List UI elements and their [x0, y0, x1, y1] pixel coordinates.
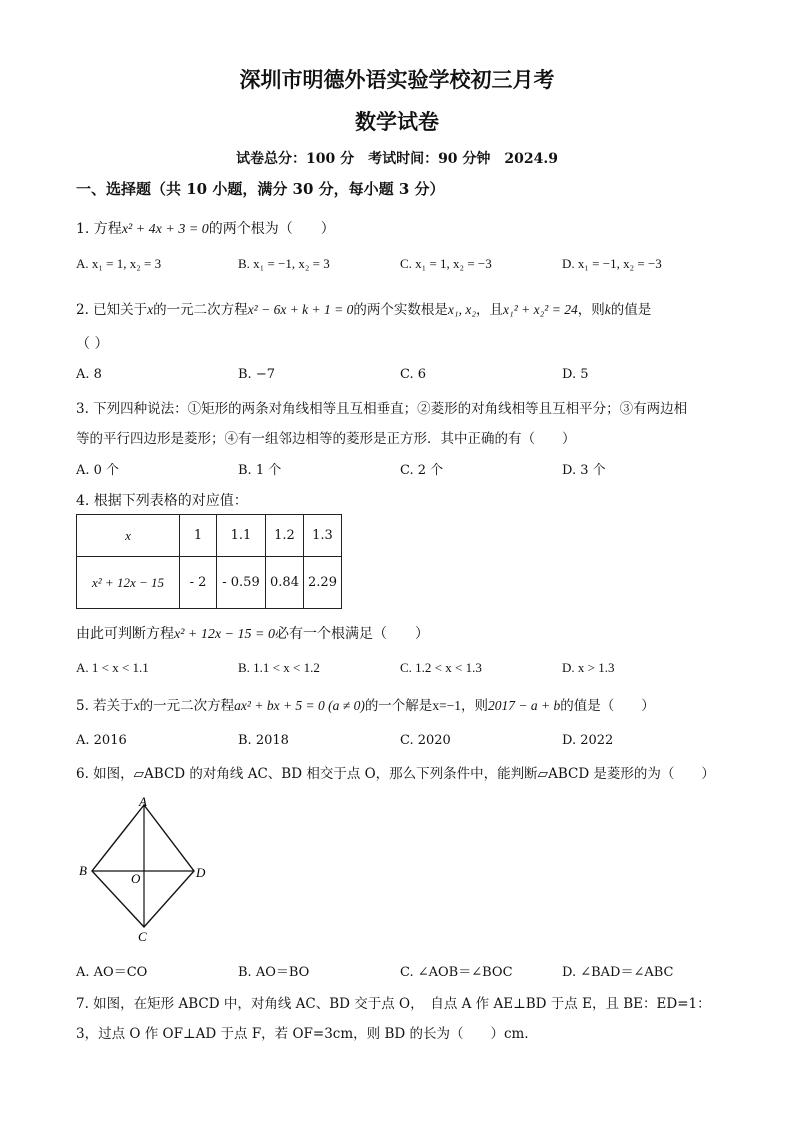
q1-number: 1. 方程 [76, 221, 122, 237]
question-6-stem: 6. 如图，▱ABCD 的对角线 AC、BD 相交于点 O，那么下列条件中，能判断▱ABCD 是菱形的为（ ） [76, 766, 715, 782]
q2-option-b: B. −7 [238, 367, 275, 382]
q2-text-a: 2. 已知关于 [76, 302, 148, 318]
q2-var-x: x [147, 302, 154, 317]
q2-condition: x₁² + x₂² = 24 [503, 302, 578, 317]
question-2-stem [76, 298, 651, 318]
q5-expression: 2017 − a + b [488, 698, 561, 713]
label-a: A [139, 795, 147, 809]
table-header-expr: x² + 12x − 15 [77, 557, 180, 609]
table-cell: 1 [180, 515, 217, 557]
q4-equation: x² + 12x − 15 = 0 [174, 627, 275, 642]
q4-option-c: C. 1.2 < x < 1.3 [400, 660, 482, 675]
q2-text-b: 的一元二次方程 [153, 302, 248, 318]
label-o: O [131, 871, 141, 886]
table-cell: 1.3 [304, 515, 342, 557]
q1-stem-end: 的两个根为（ ） [208, 221, 335, 237]
q5-solution: x=−1 [432, 698, 462, 713]
q1-equation: x² + 4x + 3 = 0 [121, 222, 209, 237]
q2-option-d: D. 5 [562, 367, 589, 382]
q1-option-c: C. x₁ = 1, x₂ = −3 [400, 256, 492, 271]
q1-option-b: B. x₁ = −1, x₂ = 3 [238, 256, 330, 271]
q2-text-f: 的值是 [610, 302, 652, 318]
q2-option-a: A. 8 [76, 367, 102, 382]
question-3-line1: 3. 下列四种说法：①矩形的两条对角线相等且互相垂直；②菱形的对角线相等且互相平分；③有两边相 [76, 401, 688, 417]
rhombus-figure [74, 795, 214, 945]
q4-option-b: B. 1.1 < x < 1.2 [238, 660, 320, 675]
table-cell: - 2 [180, 557, 217, 609]
label-b: B [79, 863, 87, 878]
q6-option-c: C. ∠AOB＝∠BOC [400, 965, 513, 980]
question-2-blank: （ ） [76, 336, 109, 352]
q2-option-c: C. 6 [400, 367, 427, 382]
q4-text-a: 由此可判断方程 [76, 626, 174, 642]
q5-text-d: ，则 [461, 698, 489, 714]
q4-text-b: 必有一个根满足（ ） [274, 626, 429, 642]
q6-option-d: D. ∠BAD＝∠ABC [562, 965, 674, 980]
value-table [76, 514, 342, 609]
q1-option-a: A. x₁ = 1, x₂ = 3 [76, 256, 162, 271]
section-heading: 一、选择题（共 10 小题，满分 30 分，每小题 3 分） [76, 180, 445, 198]
q5-option-b: B. 2018 [238, 733, 289, 748]
q6-option-b: B. AO＝BO [238, 965, 310, 980]
table-row [77, 557, 342, 609]
q5-var-x: x [133, 698, 140, 713]
table-cell: 1.2 [266, 515, 304, 557]
question-3-line2: 等的平行四边形是菱形；④有一组邻边相等的菱形是正方形．其中正确的有（ ） [76, 431, 576, 447]
subject-title: 数学试卷 [355, 109, 439, 134]
q5-option-a: A. 2016 [76, 733, 127, 748]
q2-text-e: ，则 [577, 302, 605, 318]
q2-text-c: 的两个实数根是 [353, 302, 448, 318]
q5-text-c: 的一个解是 [364, 698, 433, 714]
q4-option-d: D. x > 1.3 [562, 660, 615, 675]
question-5-stem [76, 694, 655, 714]
q2-var-k: k [604, 302, 611, 317]
q5-text-a: 5. 若关于 [76, 698, 134, 714]
q3-option-c: C. 2 个 [400, 463, 444, 478]
q5-equation: ax² + bx + 5 = 0 (a ≠ 0) [234, 698, 365, 713]
table-cell: - 0.59 [217, 557, 266, 609]
q5-option-d: D. 2022 [562, 733, 614, 748]
q4-option-a: A. 1 < x < 1.1 [76, 660, 149, 675]
table-cell: 2.29 [304, 557, 342, 609]
q5-option-c: C. 2020 [400, 733, 451, 748]
question-1-stem [76, 218, 335, 238]
rhombus-outline [92, 805, 194, 927]
exam-title: 深圳市明德外语实验学校初三月考 [239, 67, 555, 92]
table-row [77, 515, 342, 557]
table-cell: 0.84 [266, 557, 304, 609]
label-d: D [196, 865, 206, 880]
q6-option-a: A. AO＝CO [76, 965, 148, 980]
q5-text-e: 的值是（ ） [560, 698, 655, 714]
q2-text-d: ，且 [476, 302, 504, 318]
table-cell: 1.1 [217, 515, 266, 557]
question-7-line1: 7. 如图，在矩形 ABCD 中，对角线 AC、BD 交于点 O， 自点 A 作 AE⊥BD 于点 E，且 BE：ED=1： [76, 996, 711, 1012]
exam-info: 试卷总分：100 分 考试时间：90 分钟 2024.9 [235, 151, 559, 167]
q1-option-d: D. x₁ = −1, x₂ = −3 [562, 256, 662, 271]
table-header-x: x [77, 515, 180, 557]
question-4-stem: 4. 根据下列表格的对应值： [76, 493, 248, 509]
q5-text-b: 的一元二次方程 [139, 698, 235, 714]
q3-option-d: D. 3 个 [562, 463, 606, 478]
q3-option-a: A. 0 个 [76, 463, 120, 478]
q2-roots: x₁, x₂ [447, 302, 477, 317]
question-4-conclusion [76, 623, 429, 643]
q3-option-b: B. 1 个 [238, 463, 282, 478]
question-7-line2: 3，过点 O 作 OF⊥AD 于点 F，若 OF=3cm，则 BD 的长为（ ）cm． [76, 1026, 538, 1042]
label-c: C [138, 929, 147, 944]
q2-equation: x² − 6x + k + 1 = 0 [247, 302, 354, 317]
